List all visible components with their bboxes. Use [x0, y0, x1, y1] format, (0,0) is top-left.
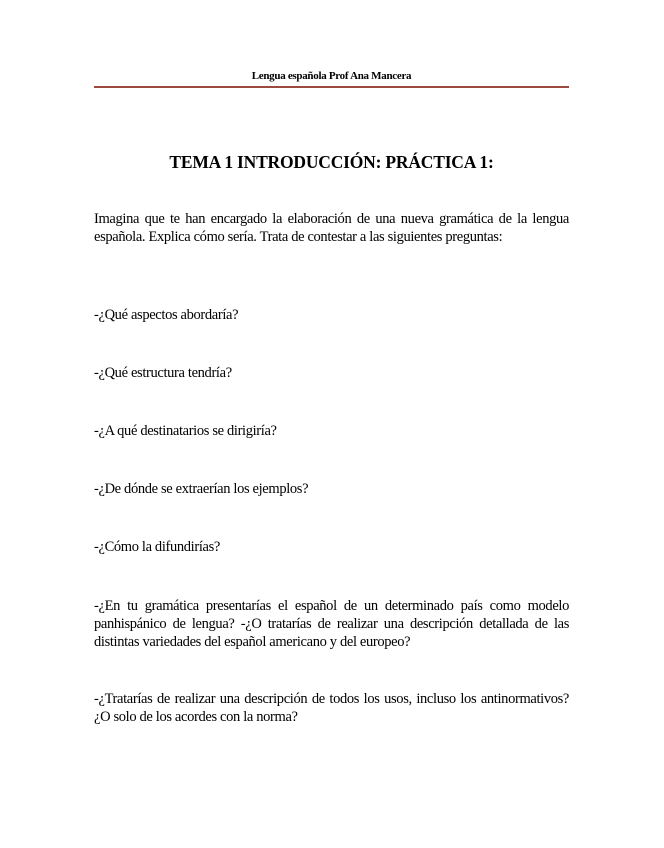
intro-paragraph: Imagina que te han encargado la elaboración de una nueva gramática de la lengua española. Explica cómo sería. Trata de contestar a las siguientes preguntas:	[94, 211, 569, 245]
question-item: -¿De dónde se extraerían los ejemplos?	[94, 481, 309, 497]
question-item: -¿Cómo la difundirías?	[94, 539, 220, 555]
question-item: -¿Tratarías de realizar una descripción de todos los usos, incluso los antinormativos? ¿O solo de los acordes con la norma?	[94, 691, 569, 725]
question-item: -¿En tu gramática presentarías el español de un determinado país como modelo panhispánico de lengua? -¿O tratarías de realizar una descripción detallada de las distintas variedades del español americano y del europeo?	[94, 598, 569, 650]
header-divider	[94, 86, 569, 88]
question-item: -¿Qué aspectos abordaría?	[94, 307, 239, 323]
question-item: -¿A qué destinatarios se dirigiría?	[94, 423, 277, 439]
running-header: Lengua española Prof Ana Mancera	[251, 70, 412, 82]
page-title: TEMA 1 INTRODUCCIÓN: PRÁCTICA 1:	[169, 152, 494, 172]
question-item: -¿Qué estructura tendría?	[94, 365, 232, 381]
